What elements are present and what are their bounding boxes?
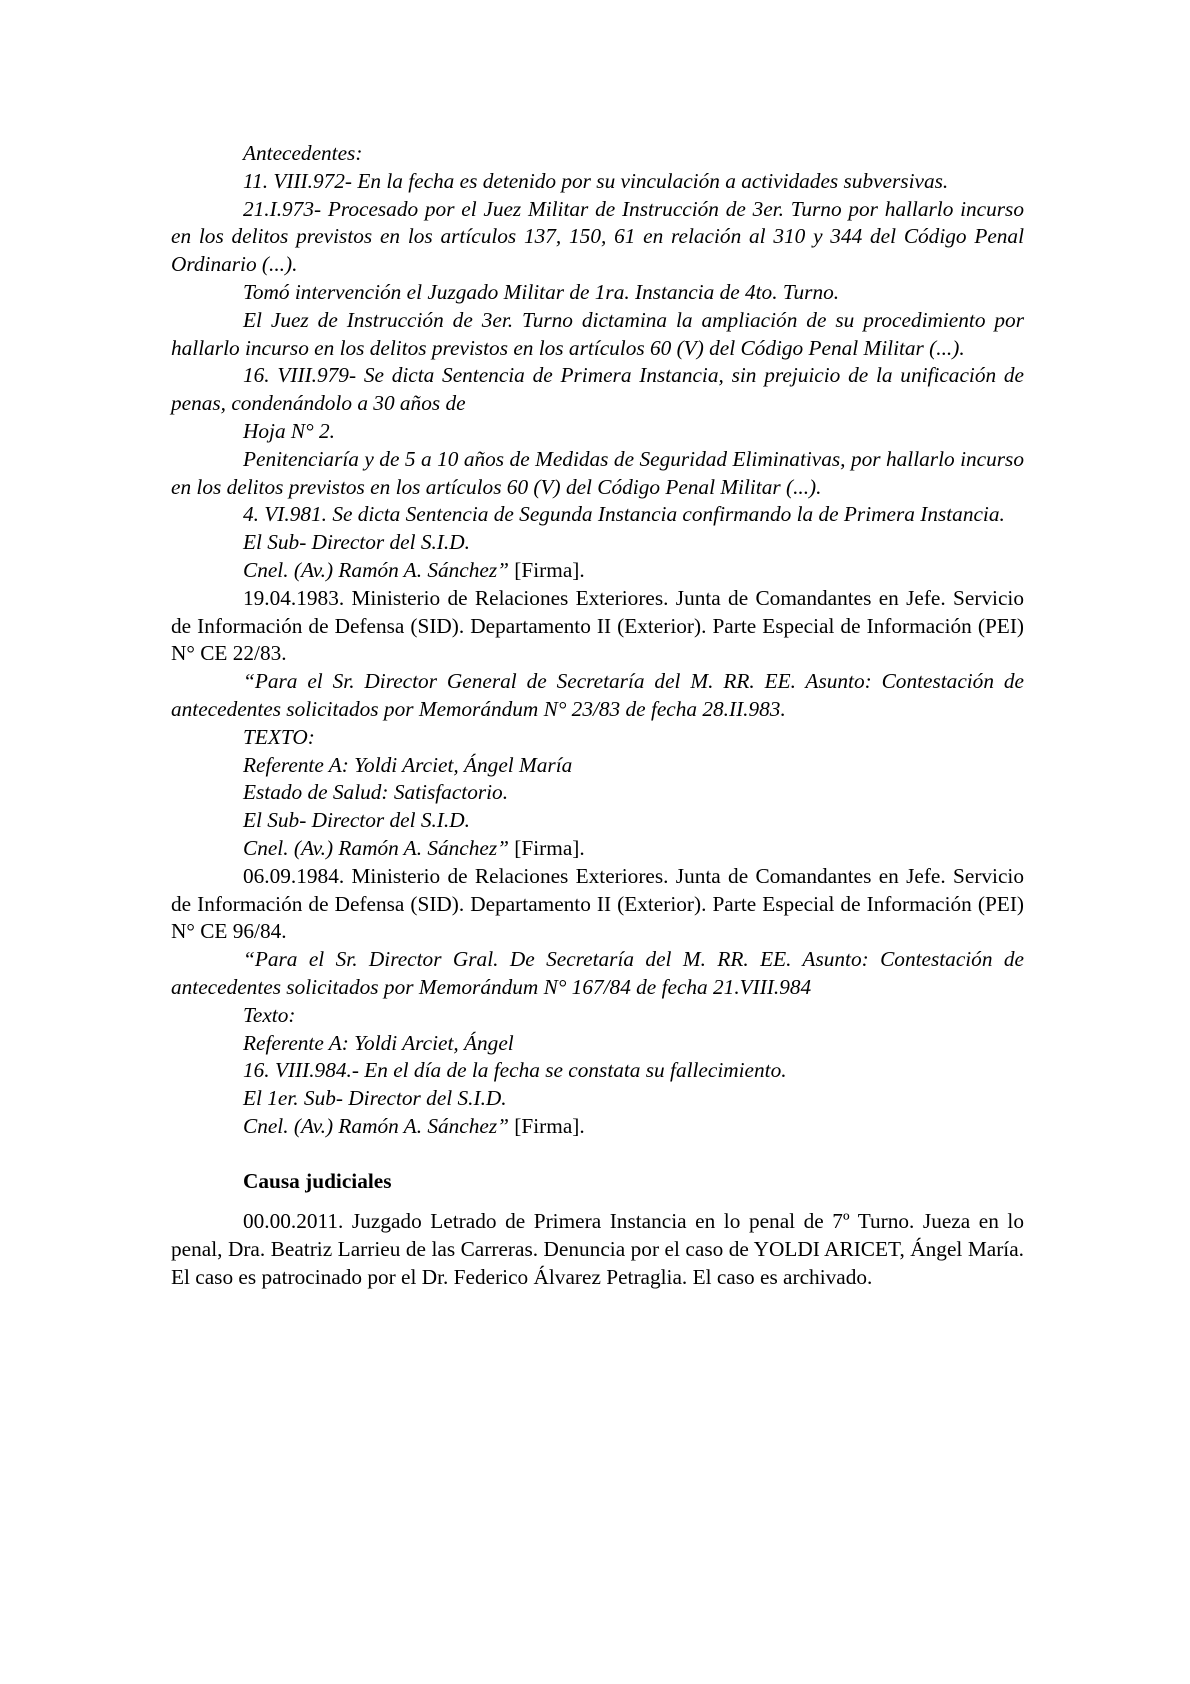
paragraph (171, 752, 1024, 780)
paragraph (171, 307, 1024, 363)
paragraph (171, 863, 1024, 946)
plain-text: 06.09.1984. Ministerio de Relaciones Exteriores. Junta de Comandantes en Jefe. Servicio de Información de Defensa (SID). Departamento II (Exterior). Parte Especial de Información (PEI) N° CE 96/84. (171, 863, 1024, 944)
italic-text: Referente A: Yoldi Arciet, Ángel María (243, 752, 573, 777)
italic-text: Antecedentes: (243, 141, 363, 165)
plain-text: [Firma]. (508, 1113, 585, 1138)
italic-text: Cnel. (Av.) Ramón A. Sánchez” (243, 557, 509, 582)
paragraph (171, 1002, 1024, 1030)
italic-text: 16. VIII.984.- En el día de la fecha se constata su fallecimiento. (243, 1058, 787, 1083)
paragraph (171, 1030, 1024, 1058)
paragraph (171, 807, 1024, 835)
italic-text: Referente A: Yoldi Arciet, Ángel (243, 1030, 514, 1055)
italic-text: Penitenciaría y de 5 a 10 años de Medidas de Seguridad Eliminativas, por hallarlo incurso en los delitos previstos en los artículos 60 (V) del Código Penal Militar (...). (171, 446, 1024, 499)
antecedentes-block (171, 140, 1024, 1141)
paragraph (171, 668, 1024, 724)
paragraph (171, 1057, 1024, 1085)
paragraph (171, 557, 1024, 585)
plain-text: [Firma]. (508, 835, 585, 860)
italic-text: El Sub- Director del S.I.D. (243, 530, 470, 555)
italic-text: El Juez de Instrucción de 3er. Turno dictamina la ampliación de su procedimiento por hallarlo incurso en los delitos previstos en los artículos 60 (V) del Código Penal Militar (...). (171, 307, 1024, 360)
paragraph (171, 1113, 1024, 1141)
italic-text: 16. VIII.979- Se dicta Sentencia de Primera Instancia, sin prejuicio de la unificación de penas, condenándolo a 30 años de (171, 363, 1024, 416)
paragraph (171, 835, 1024, 863)
paragraph (171, 418, 1024, 446)
italic-text: “Para el Sr. Director General de Secretaría del M. RR. EE. Asunto: Contestación de antecedentes solicitados por Memorándum N° 23/83 de fecha 28.II.983. (171, 669, 1024, 721)
paragraph (171, 585, 1024, 668)
section-paragraph: 00.00.2011. Juzgado Letrado de Primera Instancia en lo penal de 7º Turno. Jueza en lo penal, Dra. Beatriz Larrieu de las Carreras. Denuncia por el caso de YOLDI ARICET, Ángel María. El caso es patrocinado por el Dr. Federico Álvarez Petraglia. El caso es archivado. (171, 1209, 1024, 1290)
plain-text: [Firma]. (508, 557, 585, 582)
paragraph (171, 779, 1024, 807)
paragraph (171, 1085, 1024, 1113)
section-heading: Causa judiciales (243, 1168, 392, 1193)
paragraph (171, 362, 1024, 418)
italic-text: Cnel. (Av.) Ramón A. Sánchez” (243, 1113, 509, 1138)
paragraph (171, 168, 1024, 196)
paragraph (171, 446, 1024, 502)
paragraph (171, 140, 1024, 168)
italic-text: Cnel. (Av.) Ramón A. Sánchez” (243, 835, 509, 860)
italic-text: Texto: (243, 1002, 296, 1027)
document-page (171, 140, 1024, 1292)
italic-text: 4. VI.981. Se dicta Sentencia de Segunda Instancia confirmando la de Primera Instancia. (243, 502, 1005, 527)
paragraph (171, 724, 1024, 752)
paragraph (171, 501, 1024, 529)
italic-text: 21.I.973- Procesado por el Juez Militar de Instrucción de 3er. Turno por hallarlo incurso en los delitos previstos en los artículos 137, 150, 61 en relación al 310 y 344 del Código Penal Ordinario (...). (171, 196, 1024, 277)
paragraph (171, 196, 1024, 279)
italic-text: El 1er. Sub- Director del S.I.D. (243, 1086, 507, 1111)
plain-text: 19.04.1983. Ministerio de Relaciones Exteriores. Junta de Comandantes en Jefe. Servicio de Información de Defensa (SID). Departamento II (Exterior). Parte Especial de Información (PEI) N° CE 22/83. (171, 585, 1024, 666)
italic-text: “Para el Sr. Director Gral. De Secretaría del M. RR. EE. Asunto: Contestación de antecedentes solicitados por Memorándum N° 167/84 de fecha 21.VIII.984 (171, 947, 1024, 999)
paragraph (171, 529, 1024, 557)
italic-text: Estado de Salud: Satisfactorio. (243, 780, 509, 805)
paragraph (171, 946, 1024, 1002)
italic-text: Tomó intervención el Juzgado Militar de 1ra. Instancia de 4to. Turno. (243, 279, 840, 304)
paragraph (171, 279, 1024, 307)
italic-text: TEXTO: (243, 724, 315, 749)
italic-text: El Sub- Director del S.I.D. (243, 808, 470, 833)
italic-text: 11. VIII.972- En la fecha es detenido por su vinculación a actividades subversivas. (243, 168, 949, 193)
italic-text: Hoja N° 2. (243, 418, 335, 443)
